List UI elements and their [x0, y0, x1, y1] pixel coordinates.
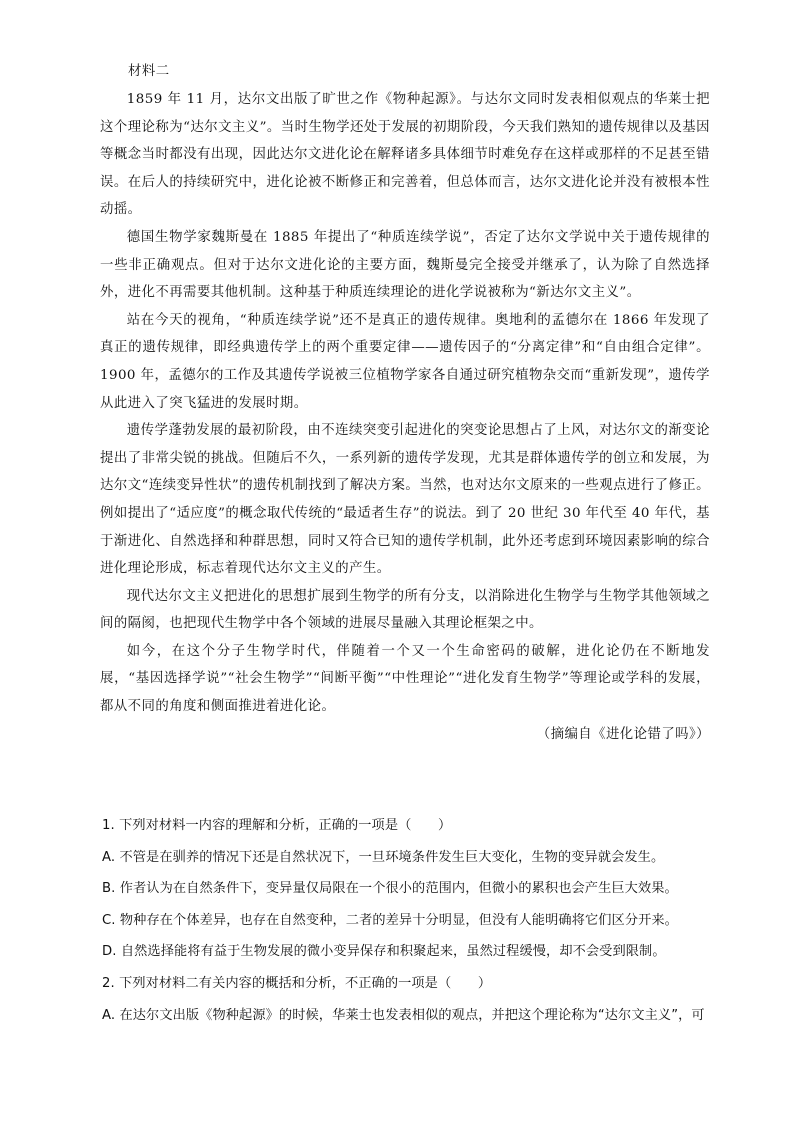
- paragraph-1: 1859 年 11 月，达尔文出版了旷世之作《物种起源》。与达尔文同时发表相似观点的华莱士把这个理论称为“达尔文主义”。当时生物学还处于发展的初期阶段，今天我们熟知的遗传规律以及基因等概念当时都没有出现，因此达尔文进化论在解释诸多具体细节时难免存在这样或那样的不足甚至错误。在后人的持续研究中，进化论被不断修正和完善着，但总体而言，达尔文进化论并没有被根本性动摇。: [100, 92, 710, 218]
- question-1-option-b: B. 作者认为在自然条件下，变异量仅局限在一个很小的范围内，但微小的累积也会产生巨大效果。: [102, 881, 678, 897]
- source-citation: （摘编自《进化论错了吗》）: [536, 726, 710, 742]
- material-body: [100, 86, 710, 748]
- question-1-option-d: D. 自然选择能将有益于生物发展的微小变异保存和积聚起来，虽然过程缓慢，却不会受到限制。: [102, 944, 666, 960]
- paragraph-3: 站在今天的视角，“种质连续学说”还不是真正的遗传规律。奥地利的孟德尔在 1866 年发现了真正的遗传规律，即经典遗传学上的两个重要定律——遗传因子的“分离定律”和“自由组合定律”。1900 年，孟德尔的工作及其遗传学说被三位植物学家各自通过研究植物杂交而“重新发现”，遗传学从此进入了突飞猛进的发展时期。: [100, 312, 710, 411]
- question-1-option-a: A. 不管是在驯养的情况下还是自然状况下，一旦环境条件发生巨大变化，生物的变异就会发生。: [102, 849, 665, 865]
- question-1-option-c: C. 物种存在个体差异，也存在自然变种，二者的差异十分明显，但没有人能明确将它们区分开来。: [102, 912, 678, 928]
- paragraph-2: 德国生物学家魏斯曼在 1885 年提出了“种质连续学说”，否定了达尔文学说中关于遗传规律的一些非正确观点。但对于达尔文进化论的主要方面，魏斯曼完全接受并继承了，认为除了自然选择外，进化不再需要其他机制。这种基于种质连续理论的进化学说被称为“新达尔文主义”。: [100, 229, 710, 301]
- paragraph-5: 现代达尔文主义把进化的思想扩展到生物学的所有分支，以消除进化生物学与生物学其他领域之间的隔阂，也把现代生物学中各个领域的进展尽量融入其理论框架之中。: [100, 588, 710, 632]
- paragraph-6: 如今，在这个分子生物学时代，伴随着一个又一个生命密码的破解，进化论仍在不断地发展，“基因选择学说”“社会生物学”“间断平衡”“中性理论”“进化发育生物学”等理论或学科的发展，都从不同的角度和侧面推进着进化论。: [100, 643, 710, 715]
- material-heading: 材料二: [128, 64, 170, 79]
- paragraph-4: 遗传学蓬勃发展的最初阶段，由不连续突变引起进化的突变论思想占了上风，对达尔文的渐变论提出了非常尖锐的挑战。但随后不久，一系列新的遗传学发现，尤其是群体遗传学的创立和发展，为达尔文“连续变异性状”的遗传机制找到了解决方案。当然，也对达尔文原来的一些观点进行了修正。例如提出了“适应度”的概念取代传统的“最适者生存”的说法。到了 20 世纪 30 年代至 40 年代，基于渐进化、自然选择和种群思想，同时又符合已知的遗传学机制，此外还考虑到环境因素影响的综合进化理论形成，标志着现代达尔文主义的产生。: [100, 423, 710, 577]
- question-2-option-a: A. 在达尔文出版《物种起源》的时候，华莱士也发表相似的观点，并把这个理论称为“达尔文主义”，可: [102, 1007, 705, 1023]
- questions-section: [102, 810, 714, 1031]
- question-1-stem: 1. 下列对材料一内容的理解和分析，正确的一项是（ ）: [102, 818, 452, 833]
- question-2-stem: 2. 下列对材料二有关内容的概括和分析，不正确的一项是（ ）: [102, 975, 492, 991]
